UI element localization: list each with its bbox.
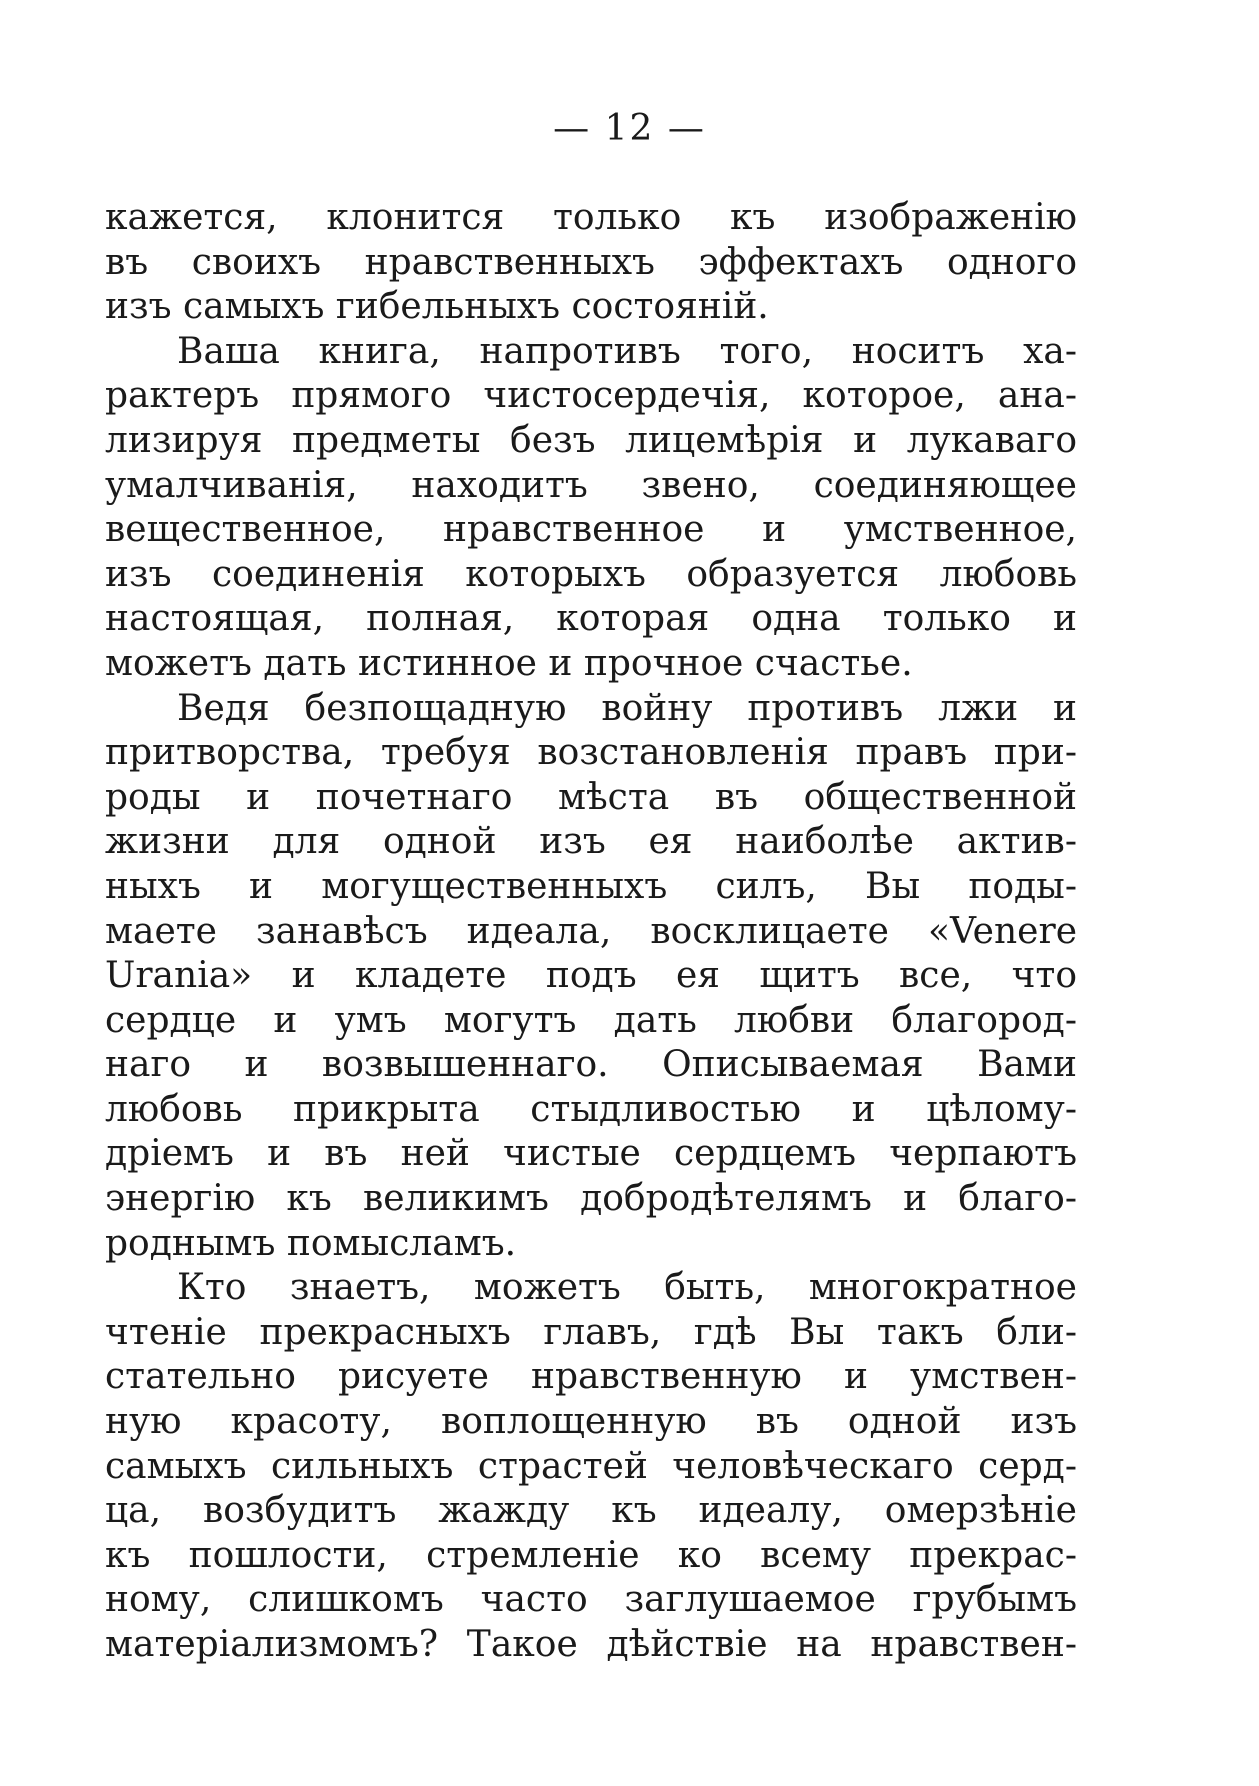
text-line: рактеръ прямого чистосердечія, которое, ана- — [105, 375, 1077, 417]
text-line: притворства, требуя возстановленія правъ при- — [105, 732, 1077, 774]
text-line: роднымъ помысламъ. — [105, 1222, 517, 1264]
text-line: кажется, клонится только къ изображенію — [105, 197, 1077, 238]
text-line: маете занавѣсъ идеала, восклицаете «Venere — [105, 910, 1077, 952]
text-line: настоящая, полная, которая одна только и — [105, 598, 1077, 640]
text-line: Ваша книга, напротивъ того, носитъ ха- — [177, 330, 1077, 372]
text-line: въ своихъ нравственныхъ эффектахъ одного — [105, 241, 1077, 283]
text-line: умалчиванія, находитъ звено, соединяющее — [105, 464, 1077, 506]
text-line: къ пошлости, стремленіе ко всему прекрас- — [105, 1534, 1077, 1576]
text-line: самыхъ сильныхъ страстей человѣческаго серд- — [105, 1445, 1077, 1487]
text-line: ную красоту, воплощенную въ одной изъ — [105, 1401, 1077, 1443]
text-line: чтеніе прекрасныхъ главъ, гдѣ Вы такъ бли- — [105, 1311, 1077, 1353]
text-line: изъ соединенія которыхъ образуется любовь — [105, 553, 1077, 595]
text-line: жизни для одной изъ ея наиболѣе актив- — [105, 821, 1077, 863]
page-number: — 12 — — [553, 108, 706, 149]
text-line: любовь прикрыта стыдливостью и цѣлому- — [105, 1088, 1077, 1130]
text-line: стательно рисуете нравственную и умствен- — [105, 1356, 1077, 1398]
text-line: Urania» и кладете подъ ея щитъ все, что — [105, 955, 1077, 997]
text-line: изъ самыхъ гибельныхъ состояній. — [105, 286, 769, 328]
text-line: Кто знаетъ, можетъ быть, многократное — [177, 1267, 1077, 1309]
text-line: ному, слишкомъ часто заглушаемое грубымъ — [105, 1579, 1077, 1621]
text-line: наго и возвышеннаго. Описываемая Вами — [105, 1044, 1077, 1086]
text-line: ца, возбудитъ жажду къ идеалу, омерзѣніе — [105, 1490, 1077, 1532]
text-line: вещественное, нравственное и умственное, — [105, 509, 1077, 551]
text-line: можетъ дать истинное и прочное счастье. — [105, 642, 913, 684]
text-line: Ведя безпощадную войну противъ лжи и — [177, 687, 1077, 729]
text-line: сердце и умъ могутъ дать любви благород- — [105, 999, 1077, 1041]
text-line: ныхъ и могущественныхъ силъ, Вы поды- — [105, 865, 1077, 907]
body-text — [105, 196, 1077, 1668]
text-line: дріемъ и въ ней чистые сердцемъ черпаютъ — [105, 1133, 1077, 1175]
text-line: лизируя предметы безъ лицемѣрія и лукаваго — [105, 419, 1077, 461]
text-line: роды и почетнаго мѣста въ общественной — [105, 776, 1077, 818]
text-line: матеріализмомъ? Такое дѣйствіе на нравствен- — [105, 1624, 1077, 1665]
text-line: энергію къ великимъ добродѣтелямъ и благо- — [105, 1178, 1077, 1220]
